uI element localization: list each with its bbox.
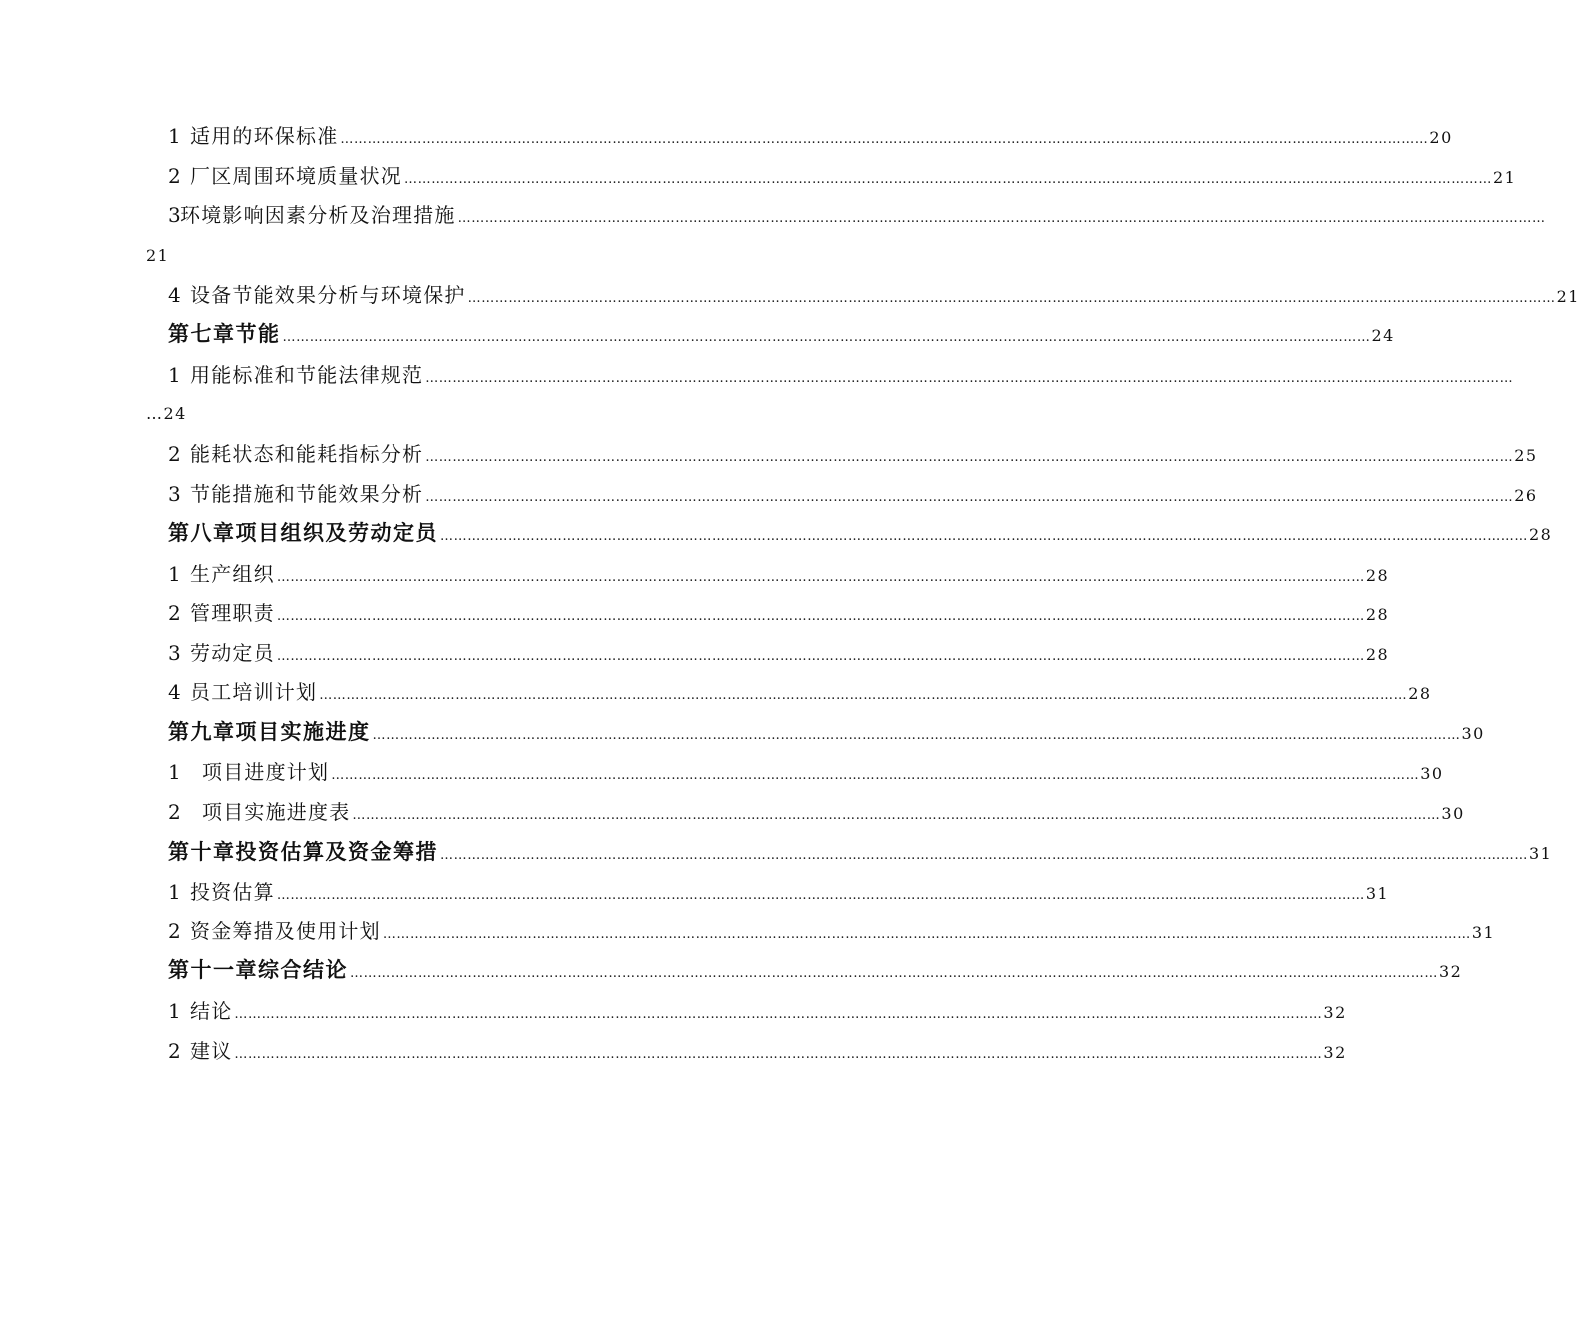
toc-entry-number: 4 xyxy=(168,680,182,704)
toc-entry-page: 25 xyxy=(1514,446,1538,465)
toc-entry-page: 26 xyxy=(1514,486,1538,505)
toc-entry-page: 24 xyxy=(1371,326,1395,345)
chapter-title: 项目组织及劳动定员 xyxy=(235,520,438,545)
toc-entry[interactable] xyxy=(168,481,1538,511)
dot-leader: …………………………………………………………………………………………………………………………………………………………………………………………………………………… xyxy=(425,450,1514,465)
toc-entry-title: 项目实施进度表 xyxy=(202,800,351,824)
toc-chapter[interactable] xyxy=(168,520,1553,550)
toc-entry-title: 能耗状态和能耗指标分析 xyxy=(190,442,424,466)
toc-entry-number: 2 xyxy=(168,442,182,466)
dot-leader: …………………………………………………………………………………………………………………………………………………………………………………………………………………… xyxy=(234,1007,1323,1022)
toc-chapter[interactable] xyxy=(168,839,1553,869)
dot-leader: …………………………………………………………………………………………………………………………………………………………………………………………………………………… xyxy=(276,649,1365,664)
toc-entry-page: 31 xyxy=(1529,844,1553,863)
dot-leader: …………………………………………………………………………………………………………………………………………………………………………………………………………………… xyxy=(319,688,1408,703)
toc-entry-page: 31 xyxy=(1471,923,1496,942)
toc-entry-page-continuation xyxy=(146,404,187,423)
toc-entry-title: 建议 xyxy=(190,1039,233,1063)
toc-entry-number: 4 xyxy=(168,283,182,307)
toc-entry-number: 1 xyxy=(168,562,182,586)
toc-entry-page: 28 xyxy=(1365,605,1390,624)
toc-entry[interactable] xyxy=(168,282,1580,312)
toc-entry-page: 20 xyxy=(1429,128,1453,147)
dot-leader: …………………………………………………………………………………………………………………………………………………………………………………………………………………… xyxy=(467,291,1556,306)
toc-entry[interactable] xyxy=(168,600,1390,630)
toc-entry-number: 1 xyxy=(168,124,182,148)
toc-entry-number: 2 xyxy=(168,601,182,625)
toc-entry-page: 30 xyxy=(1461,724,1485,743)
toc-entry-title: 劳动定员 xyxy=(190,641,275,665)
toc-entry-number: 1 xyxy=(168,999,182,1023)
toc-entry-number: 2 xyxy=(168,919,182,943)
toc-entry[interactable] xyxy=(168,202,1546,232)
dot-leader: …………………………………………………………………………………………………………………………………………………………………………………………………………………… xyxy=(372,728,1461,743)
dot-leader: …………………………………………………………………………………………………………………………………………………………………………………………………………………… xyxy=(282,330,1371,345)
dot-leader: …………………………………………………………………………………………………………………………………………………………………………………………………………………… xyxy=(457,211,1546,226)
toc-entry-title: 适用的环保标准 xyxy=(190,124,339,148)
chapter-title: 节能 xyxy=(235,321,281,346)
toc-entry[interactable] xyxy=(168,362,1514,392)
chapter-title: 投资估算及资金筹措 xyxy=(235,839,438,864)
toc-entry[interactable] xyxy=(168,561,1390,591)
dot-leader: …………………………………………………………………………………………………………………………………………………………………………………………………………………… xyxy=(234,1047,1323,1062)
toc-entry-page: 21 xyxy=(1556,287,1580,306)
toc-entry-page: 28 xyxy=(1529,525,1553,544)
toc-entry[interactable] xyxy=(168,123,1453,153)
toc-entry-title: 节能措施和节能效果分析 xyxy=(190,482,424,506)
toc-entry-title: 项目进度计划 xyxy=(202,760,330,784)
toc-chapter[interactable] xyxy=(168,719,1485,749)
toc-entry-title: 设备节能效果分析与环境保护 xyxy=(190,283,466,307)
toc-entry[interactable] xyxy=(168,1038,1347,1068)
chapter-label: 第九章 xyxy=(168,719,236,744)
dot-leader: …………………………………………………………………………………………………………………………………………………………………………………………………………………… xyxy=(440,848,1528,863)
dot-leader: …………………………………………………………………………………………………………………………………………………………………………………………………………………… xyxy=(425,490,1514,505)
dot-leader: …………………………………………………………………………………………………………………………………………………………………………………………………………………… xyxy=(276,570,1365,585)
toc-entry-page: 28 xyxy=(1365,566,1390,585)
toc-entry-number: 3 xyxy=(168,482,182,506)
dot-leader: …………………………………………………………………………………………………………………………………………………………………………………………………………………… xyxy=(276,609,1365,624)
toc-entry-page: 30 xyxy=(1441,804,1465,823)
dot-leader: …………………………………………………………………………………………………………………………………………………………………………………………………………………… xyxy=(352,808,1441,823)
toc-entry-page: 32 xyxy=(1323,1003,1347,1022)
toc-entry-number: 2 xyxy=(168,164,182,188)
dot-leader: …………………………………………………………………………………………………………………………………………………………………………………………………………………… xyxy=(331,768,1420,783)
chapter-label: 第十一章 xyxy=(168,957,258,982)
chapter-label: 第七章 xyxy=(168,321,236,346)
toc-entry-number: 3 xyxy=(168,641,182,665)
toc-entry[interactable] xyxy=(168,879,1390,909)
toc-entry-title: 用能标准和节能法律规范 xyxy=(190,363,424,387)
toc-entry-title: 投资估算 xyxy=(190,880,275,904)
toc-entry-number: 1 xyxy=(168,880,182,904)
toc-entry-title: 管理职责 xyxy=(190,601,275,625)
toc-entry[interactable] xyxy=(168,640,1390,670)
toc-entry-number: 1 xyxy=(168,363,182,387)
toc-entry-page: 32 xyxy=(1439,962,1463,981)
toc-entry[interactable] xyxy=(168,679,1432,709)
toc-entry[interactable] xyxy=(168,998,1347,1028)
toc-entry-title: 厂区周围环境质量状况 xyxy=(190,164,402,188)
toc-chapter[interactable] xyxy=(168,321,1395,351)
dot-leader: …………………………………………………………………………………………………………………………………………………………………………………………………………………… xyxy=(382,927,1471,942)
toc-entry-number: 2 xyxy=(168,1039,182,1063)
dot-leader: …………………………………………………………………………………………………………………………………………………………………………………………………………………… xyxy=(404,172,1492,187)
toc-entry-number: 3 xyxy=(168,203,182,227)
toc-entry-page: 21 xyxy=(1493,168,1517,187)
toc-entry-page: 28 xyxy=(1408,684,1432,703)
dot-leader: …………………………………………………………………………………………………………………………………………………………………………………………………………………… xyxy=(440,529,1528,544)
toc-entry-title: 生产组织 xyxy=(190,562,275,586)
dot-leader: …………………………………………………………………………………………………………………………………………………………………………………………………………………… xyxy=(350,966,1438,981)
toc-entry-page: 32 xyxy=(1323,1043,1347,1062)
toc-entry-title: 员工培训计划 xyxy=(190,680,318,704)
chapter-title: 综合结论 xyxy=(258,957,348,982)
toc-entry-page: 31 xyxy=(1365,884,1390,903)
dot-leader-short: … xyxy=(146,404,164,423)
toc-entry[interactable] xyxy=(168,163,1517,193)
toc-entry-page: 28 xyxy=(1365,645,1390,664)
toc-entry[interactable] xyxy=(168,799,1465,829)
toc-entry-number: 1 xyxy=(168,760,182,784)
toc-chapter[interactable] xyxy=(168,957,1463,987)
toc-entry-page: 24 xyxy=(163,404,187,423)
toc-entry[interactable] xyxy=(168,759,1444,789)
toc-entry[interactable] xyxy=(168,441,1538,471)
toc-entry-title: 结论 xyxy=(190,999,233,1023)
toc-entry-title: 资金筹措及使用计划 xyxy=(190,919,381,943)
dot-leader: …………………………………………………………………………………………………………………………………………………………………………………………………………………… xyxy=(425,371,1514,386)
toc-entry-number: 2 xyxy=(168,800,182,824)
dot-leader: …………………………………………………………………………………………………………………………………………………………………………………………………………………… xyxy=(276,888,1365,903)
toc-entry-page: 30 xyxy=(1420,764,1444,783)
dot-leader: …………………………………………………………………………………………………………………………………………………………………………………………………………………… xyxy=(340,132,1429,147)
toc-entry[interactable] xyxy=(168,918,1496,948)
toc-entry-title: 环境影响因素分析及治理措施 xyxy=(180,203,456,227)
chapter-label: 第八章 xyxy=(168,520,236,545)
toc-entry-page: 21 xyxy=(146,246,170,265)
chapter-title: 项目实施进度 xyxy=(235,719,371,744)
chapter-label: 第十章 xyxy=(168,839,236,864)
